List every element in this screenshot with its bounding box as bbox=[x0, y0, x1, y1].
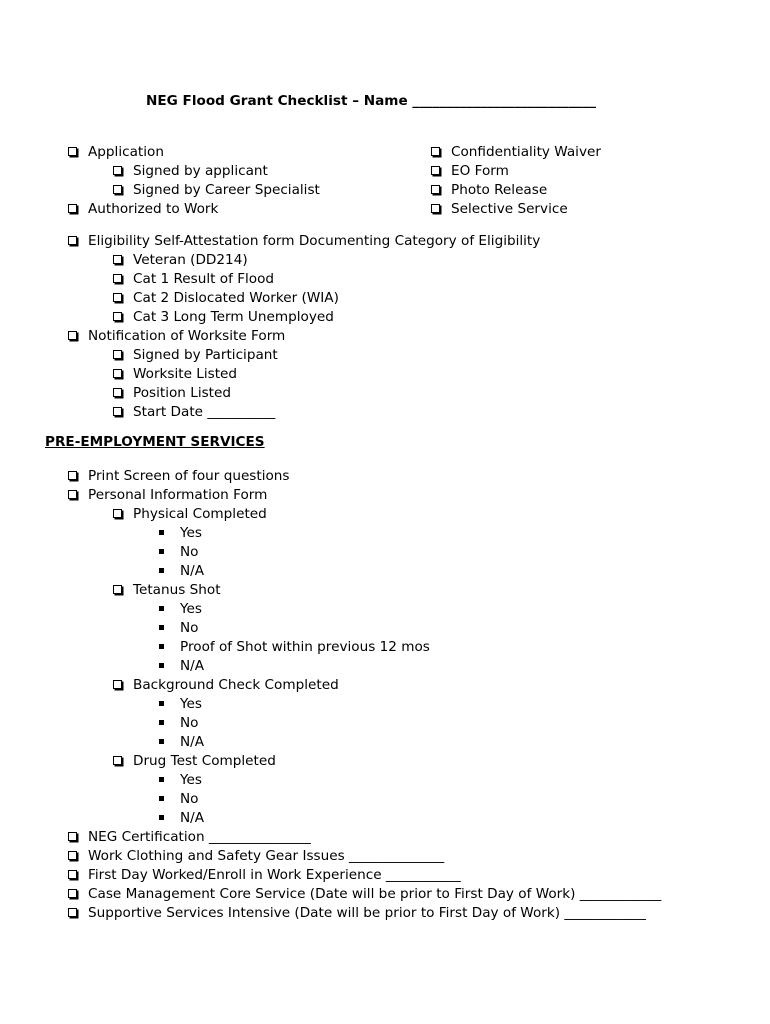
item-label: Background Check Completed bbox=[133, 677, 339, 693]
checklist-item-authorized-to-work bbox=[68, 200, 218, 219]
page-title: NEG Flood Grant Checklist – Name ___________________________ bbox=[146, 93, 596, 109]
square-bullet-icon bbox=[159, 606, 164, 611]
item-label: Authorized to Work bbox=[88, 201, 219, 217]
checklist-item-supportive-services bbox=[68, 904, 646, 923]
checkbox-icon bbox=[68, 236, 77, 245]
option-physical-no bbox=[159, 543, 199, 562]
checklist-item-signed-by-participant bbox=[113, 346, 278, 365]
checkbox-icon bbox=[68, 204, 77, 213]
checkbox-icon bbox=[431, 166, 440, 175]
item-label: Cat 3 Long Term Unemployed bbox=[133, 309, 334, 325]
section-heading-pre-employment: PRE-EMPLOYMENT SERVICES bbox=[45, 434, 265, 450]
item-label: First Day Worked/Enroll in Work Experience ___________ bbox=[88, 867, 461, 883]
option-label: N/A bbox=[180, 734, 205, 750]
square-bullet-icon bbox=[159, 663, 164, 668]
item-label: Photo Release bbox=[451, 182, 548, 198]
item-label: Eligibility Self-Attestation form Documenting Category of Eligibility bbox=[88, 233, 541, 249]
checkbox-icon bbox=[113, 255, 122, 264]
item-label: Supportive Services Intensive (Date will be prior to First Day of Work) ____________ bbox=[88, 905, 646, 921]
square-bullet-icon bbox=[159, 625, 164, 630]
checkbox-icon bbox=[68, 490, 77, 499]
checkbox-icon bbox=[113, 274, 122, 283]
square-bullet-icon bbox=[159, 701, 164, 706]
checkbox-icon bbox=[113, 350, 122, 359]
checklist-item-first-day bbox=[68, 866, 461, 885]
checkbox-icon bbox=[431, 185, 440, 194]
checkbox-icon bbox=[113, 166, 122, 175]
option-label: No bbox=[180, 715, 199, 731]
checkbox-icon bbox=[113, 509, 122, 518]
option-label: No bbox=[180, 544, 199, 560]
square-bullet-icon bbox=[159, 720, 164, 725]
item-label: NEG Certification _______________ bbox=[88, 829, 311, 845]
checkbox-icon bbox=[113, 293, 122, 302]
option-tetanus-na bbox=[159, 657, 204, 676]
option-tetanus-no bbox=[159, 619, 199, 638]
item-label: Print Screen of four questions bbox=[88, 468, 290, 484]
square-bullet-icon bbox=[159, 644, 164, 649]
checkbox-icon bbox=[113, 312, 122, 321]
checklist-item-drug-test bbox=[113, 752, 276, 771]
option-label: Yes bbox=[180, 601, 202, 617]
checkbox-icon bbox=[113, 369, 122, 378]
checklist-item-print-screen bbox=[68, 467, 290, 486]
checkbox-icon bbox=[68, 471, 77, 480]
option-label: N/A bbox=[180, 563, 205, 579]
square-bullet-icon bbox=[159, 815, 164, 820]
item-label: Cat 2 Dislocated Worker (WIA) bbox=[133, 290, 339, 306]
option-drug-test-yes bbox=[159, 771, 202, 790]
option-label: N/A bbox=[180, 658, 205, 674]
option-label: Yes bbox=[180, 525, 202, 541]
item-label: Cat 1 Result of Flood bbox=[133, 271, 275, 287]
checklist-item-eligibility bbox=[68, 232, 540, 251]
item-label: Worksite Listed bbox=[133, 366, 238, 382]
option-background-no bbox=[159, 714, 199, 733]
checklist-item-start-date bbox=[113, 403, 275, 422]
checklist-item-worksite-listed bbox=[113, 365, 237, 384]
item-label: EO Form bbox=[451, 163, 509, 179]
item-label: Selective Service bbox=[451, 201, 568, 217]
checklist-item-cat2 bbox=[113, 289, 339, 308]
checkbox-icon bbox=[68, 832, 77, 841]
item-label: Start Date __________ bbox=[133, 404, 276, 420]
item-label: Signed by applicant bbox=[133, 163, 268, 179]
checklist-item-veteran bbox=[113, 251, 248, 270]
square-bullet-icon bbox=[159, 796, 164, 801]
checkbox-icon bbox=[431, 204, 440, 213]
checklist-item-work-clothing bbox=[68, 847, 444, 866]
checkbox-icon bbox=[68, 331, 77, 340]
checklist-item-cat1 bbox=[113, 270, 274, 289]
item-label: Work Clothing and Safety Gear Issues ______________ bbox=[88, 848, 445, 864]
checklist-item-signed-by-career-specialist bbox=[113, 181, 320, 200]
checklist-item-tetanus bbox=[113, 581, 221, 600]
option-label: N/A bbox=[180, 810, 205, 826]
square-bullet-icon bbox=[159, 777, 164, 782]
checkbox-icon bbox=[113, 680, 122, 689]
item-label: Physical Completed bbox=[133, 506, 267, 522]
checklist-item-physical bbox=[113, 505, 267, 524]
item-label: Case Management Core Service (Date will be prior to First Day of Work) ____________ bbox=[88, 886, 662, 902]
option-drug-test-no bbox=[159, 790, 199, 809]
checkbox-icon bbox=[68, 870, 77, 879]
checkbox-icon bbox=[68, 147, 77, 156]
item-label: Application bbox=[88, 144, 164, 160]
square-bullet-icon bbox=[159, 739, 164, 744]
item-label: Signed by Participant bbox=[133, 347, 278, 363]
checklist-item-personal-info-form bbox=[68, 486, 267, 505]
square-bullet-icon bbox=[159, 568, 164, 573]
option-tetanus-yes bbox=[159, 600, 202, 619]
item-label: Signed by Career Specialist bbox=[133, 182, 320, 198]
checklist-item-background-check bbox=[113, 676, 339, 695]
checkbox-icon bbox=[113, 185, 122, 194]
checklist-item-case-management bbox=[68, 885, 661, 904]
checkbox-icon bbox=[68, 908, 77, 917]
checkbox-icon bbox=[113, 756, 122, 765]
option-label: Yes bbox=[180, 696, 202, 712]
checkbox-icon bbox=[113, 388, 122, 397]
checklist-item-position-listed bbox=[113, 384, 231, 403]
checklist-item-cat3 bbox=[113, 308, 334, 327]
option-tetanus-proof bbox=[159, 638, 430, 657]
checklist-item-application bbox=[68, 143, 164, 162]
square-bullet-icon bbox=[159, 549, 164, 554]
checkbox-icon bbox=[431, 147, 440, 156]
option-drug-test-na bbox=[159, 809, 204, 828]
checkbox-icon bbox=[113, 585, 122, 594]
checklist-item-confidentiality-waiver bbox=[431, 143, 601, 162]
item-label: Drug Test Completed bbox=[133, 753, 276, 769]
item-label: Notification of Worksite Form bbox=[88, 328, 286, 344]
option-background-na bbox=[159, 733, 204, 752]
item-label: Position Listed bbox=[133, 385, 232, 401]
checklist-item-selective-service bbox=[431, 200, 568, 219]
square-bullet-icon bbox=[159, 530, 164, 535]
checklist-item-photo-release bbox=[431, 181, 547, 200]
item-label: Personal Information Form bbox=[88, 487, 268, 503]
checklist-item-eo-form bbox=[431, 162, 509, 181]
item-label: Veteran (DD214) bbox=[133, 252, 248, 268]
checklist-item-worksite-form bbox=[68, 327, 285, 346]
option-label: Yes bbox=[180, 772, 202, 788]
item-label: Confidentiality Waiver bbox=[451, 144, 601, 160]
option-label: No bbox=[180, 620, 199, 636]
checkbox-icon bbox=[68, 889, 77, 898]
checkbox-icon bbox=[68, 851, 77, 860]
option-label: No bbox=[180, 791, 199, 807]
option-physical-na bbox=[159, 562, 204, 581]
checkbox-icon bbox=[113, 407, 122, 416]
option-physical-yes bbox=[159, 524, 202, 543]
option-background-yes bbox=[159, 695, 202, 714]
checklist-item-signed-by-applicant bbox=[113, 162, 268, 181]
checklist-item-neg-certification bbox=[68, 828, 311, 847]
item-label: Tetanus Shot bbox=[133, 582, 221, 598]
option-label: Proof of Shot within previous 12 mos bbox=[180, 639, 430, 655]
